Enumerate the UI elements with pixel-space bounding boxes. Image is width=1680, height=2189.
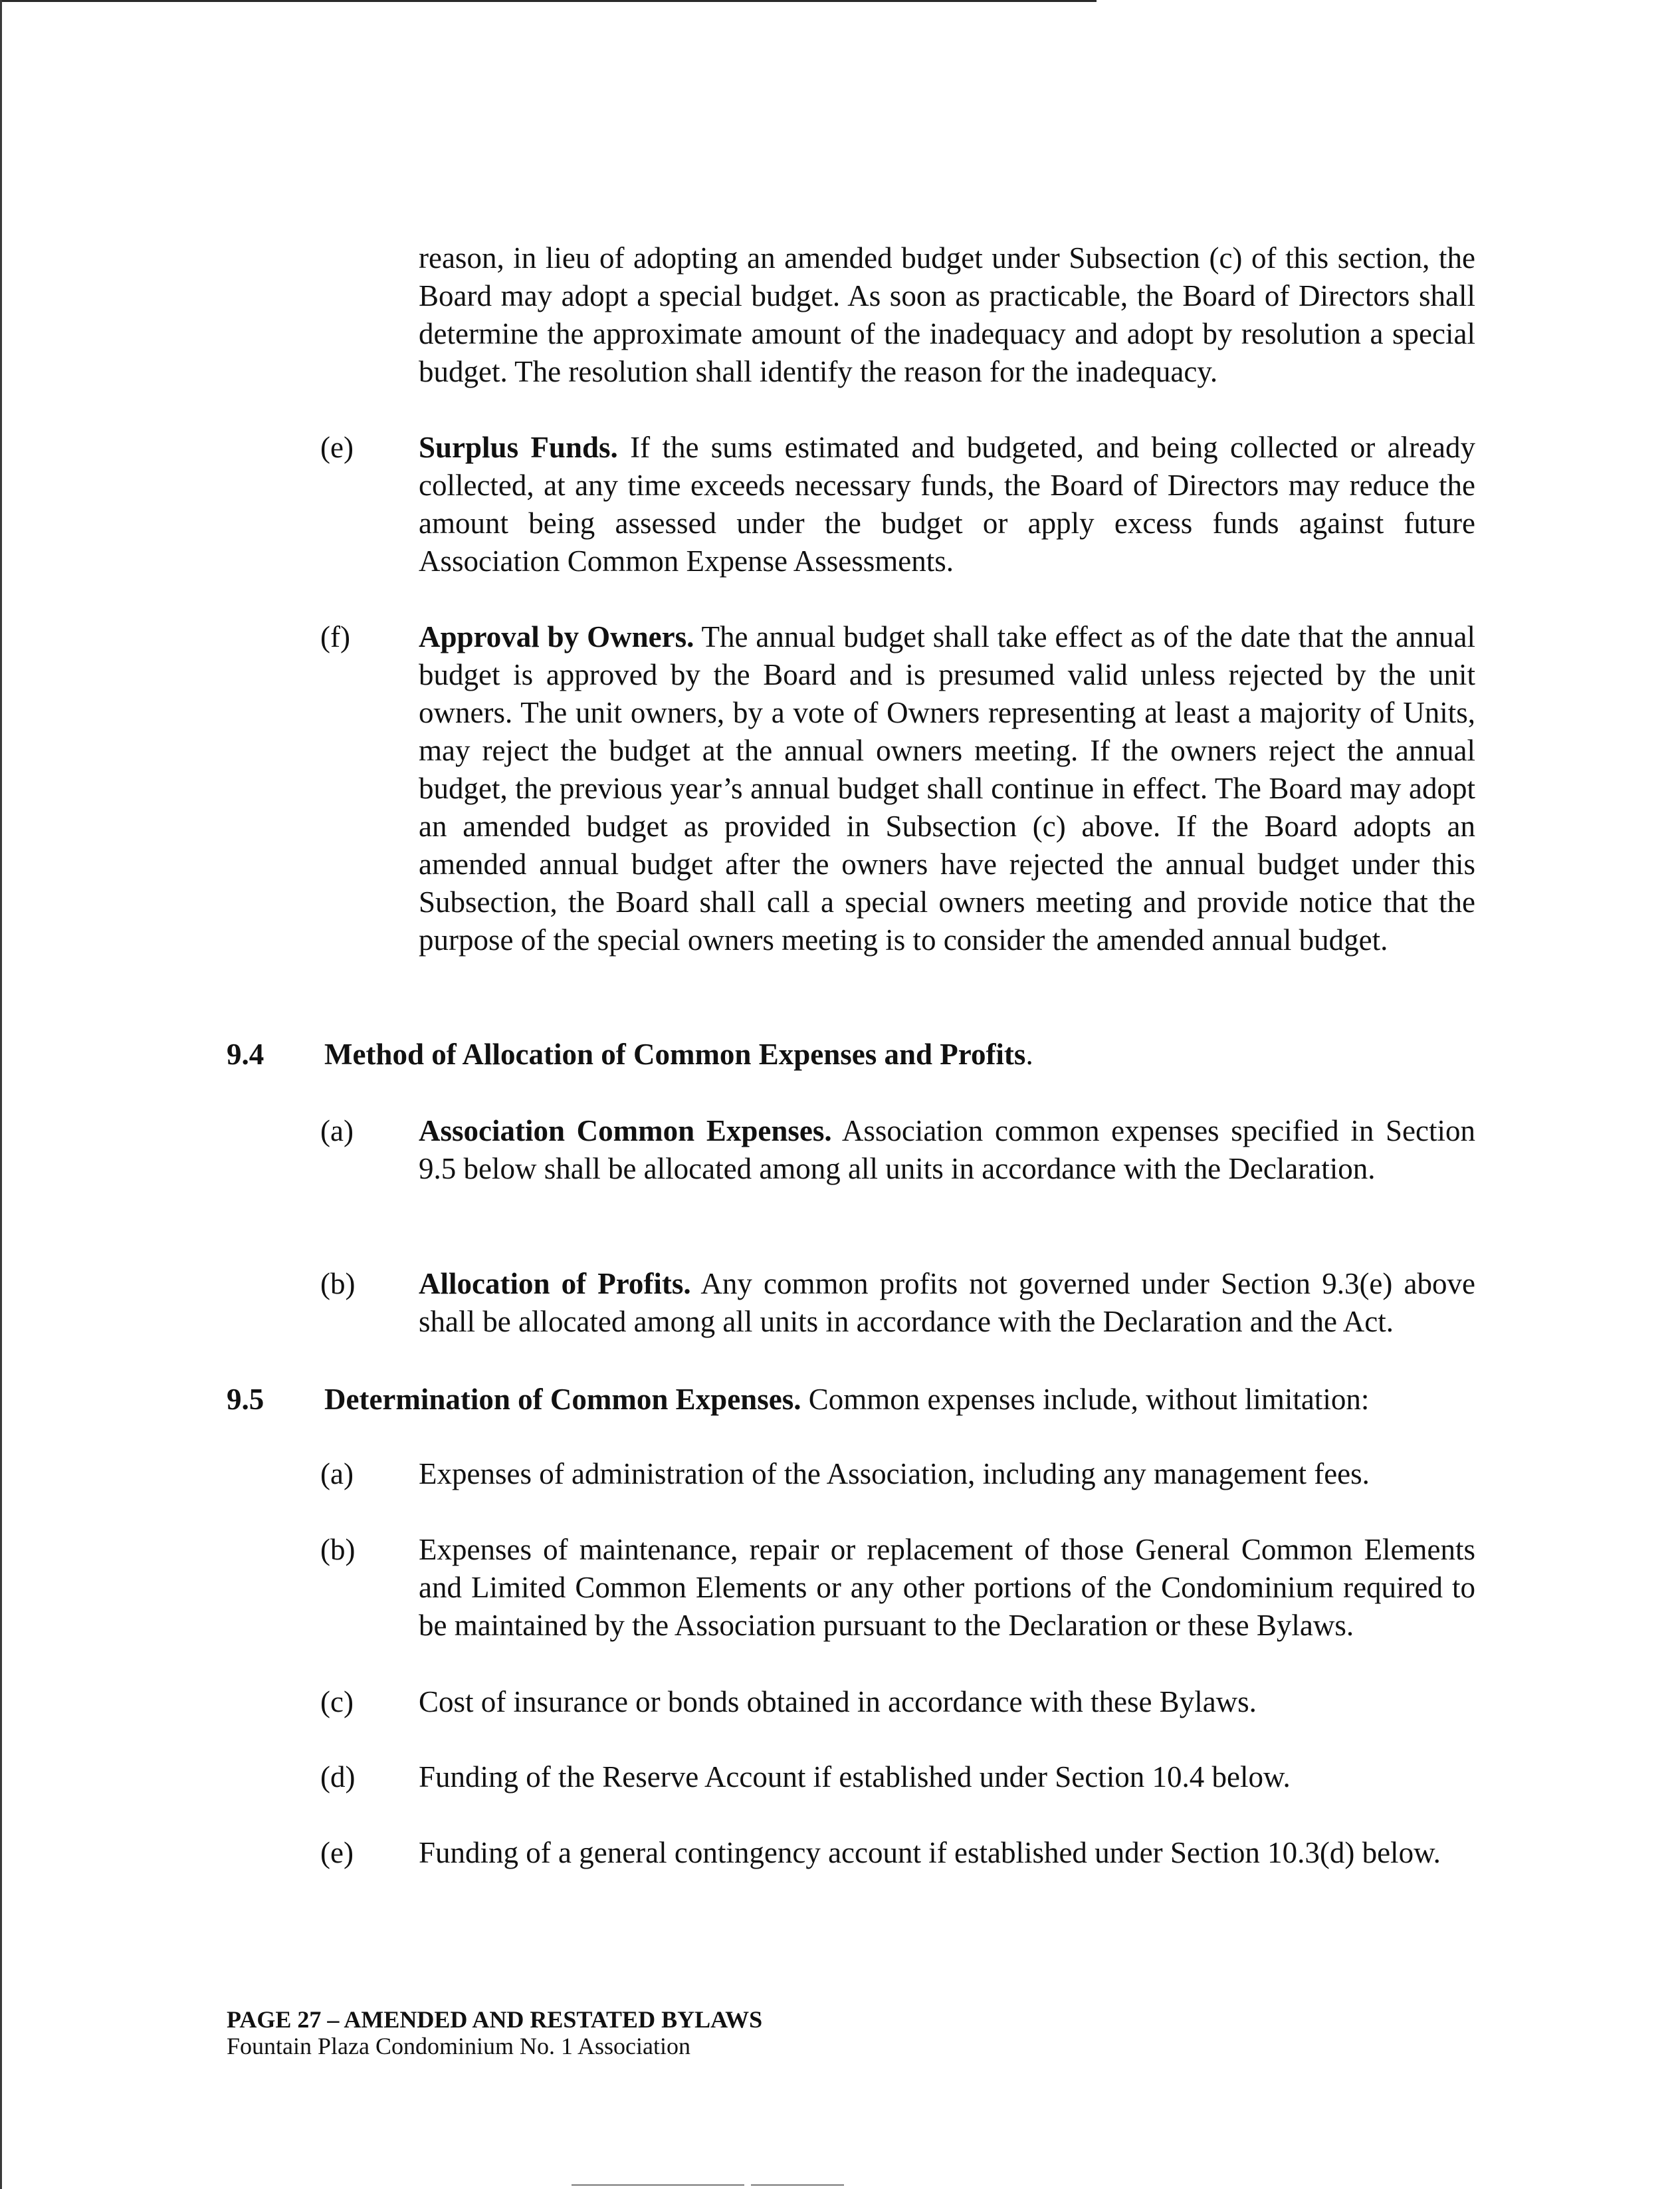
allocation-of-profits-paragraph: Allocation of Profits. Any common profits not governed under Section 9.3(e) above shall be allocated among all units in accordance with the Declaration and the Act. — [419, 1267, 1475, 1338]
item-heading: Association Common Expenses — [419, 1114, 825, 1147]
list-item — [419, 1758, 1475, 1796]
section-heading: Method of Allocation of Common Expenses and Profits. — [324, 1038, 1033, 1071]
item-text: Cost of insurance or bonds obtained in accordance with these Bylaws. — [419, 1685, 1257, 1718]
scan-top-edge — [0, 0, 1097, 2]
association-common-expenses-paragraph: Association Common Expenses. Association common expenses specified in Section 9.5 below shall be allocated among all units in accordance with the Declaration. — [419, 1114, 1475, 1185]
item-marker: (e) — [320, 1836, 354, 1869]
continuation-text: reason, in lieu of adopting an amended budget under Subsection (c) of this section, the Board may adopt a special budget. As soon as practicable, the Board of Directors shall determine the approximate amount of the inadequacy and adopt by resolution a special budget. The resolution shall identify the reason for the inadequacy. — [419, 241, 1475, 388]
scan-bottom-mark — [751, 2184, 844, 2186]
item-marker: (d) — [320, 1760, 356, 1793]
footer-subtitle: Fountain Plaza Condominium No. 1 Association — [227, 2033, 690, 2059]
item-text: Association common expenses specified in Section 9.5 below shall be allocated among all units in accordance with the Declaration. — [419, 1114, 1475, 1185]
continuation-paragraph — [419, 239, 1475, 391]
item-text: Expenses of administration of the Association, including any management fees. — [419, 1457, 1370, 1490]
approval-by-owners-paragraph: Approval by Owners. The annual budget shall take effect as of the date that the annual budget is approved by the Board and is presumed valid unless rejected by the unit owners. The unit owners, by a vote of Owners representing at least a majority of Units, may reject the budget at the annual owners meeting. If the owners reject the annual budget, the previous year’s annual budget shall continue in effect. The Board may adopt an amended budget as provided in Subsection (c) above. If the Board adopts an amended annual budget after the owners have rejected the annual budget under this Subsection, the Board shall call a special owners meeting and provide notice that the purpose of the special owners meeting is to consider the amended annual budget. — [419, 620, 1476, 957]
item-marker: (a) — [320, 1457, 354, 1490]
section-title: Method of Allocation of Common Expenses and Profits — [324, 1038, 1026, 1071]
item-marker: (b) — [320, 1533, 356, 1566]
item-heading: Allocation of Profits — [419, 1267, 684, 1300]
scan-left-edge — [0, 0, 2, 2189]
item-marker: (b) — [320, 1267, 356, 1300]
item-heading: Surplus Funds — [419, 431, 611, 464]
item-heading: Approval by Owners — [419, 620, 687, 653]
item-marker: (f) — [320, 620, 350, 653]
item-marker: (e) — [320, 431, 354, 464]
section-number: 9.5 — [227, 1383, 264, 1416]
list-item — [419, 1683, 1475, 1721]
item-marker: (a) — [320, 1114, 354, 1147]
surplus-funds-paragraph: Surplus Funds. If the sums estimated and budgeted, and being collected or already collected, at any time exceeds necessary funds, the Board of Directors may reduce the amount being assessed under the budget or apply excess funds against future Association Common Expense Assessments. — [419, 431, 1475, 578]
list-item — [419, 1834, 1475, 1872]
item-text: Expenses of maintenance, repair or replacement of those General Common Elements and Limited Common Elements or any other portions of the Condominium required to be maintained by the Association pursuant to the Declaration or these Bylaws. — [419, 1533, 1475, 1642]
item-text: If the sums estimated and budgeted, and being collected or already collected, at any time exceeds necessary funds, the Board of Directors may reduce the amount being assessed under the budget or apply excess funds against future Association Common Expense Assessments. — [419, 431, 1475, 578]
item-text: Funding of a general contingency account if established under Section 10.3(d) below. — [419, 1836, 1441, 1869]
section-intro: Common expenses include, without limitation: — [808, 1383, 1370, 1416]
item-text: The annual budget shall take effect as of the date that the annual budget is approved by the Board and is presumed valid unless rejected by the unit owners. The unit owners, by a vote of Owners representing at least a majority of Units, may reject the budget at the annual owners meeting. If the owners reject the annual budget, the previous year’s annual budget shall continue in effect. The Board may adopt an amended budget as provided in Subsection (c) above. If the Board adopts an amended annual budget after the owners have rejected the annual budget under this Subsection, the Board shall call a special owners meeting and provide notice that the purpose of the special owners meeting is to consider the amended annual budget. — [419, 620, 1476, 957]
item-text: Any common profits not governed under Section 9.3(e) above shall be allocated among all units in accordance with the Declaration and the Act. — [419, 1267, 1475, 1338]
section-heading: Determination of Common Expenses. Common expenses include, without limitation: — [324, 1383, 1370, 1416]
item-text: Funding of the Reserve Account if established under Section 10.4 below. — [419, 1760, 1291, 1793]
scan-bottom-mark — [572, 2184, 744, 2186]
footer-title: PAGE 27 – AMENDED AND RESTATED BYLAWS — [227, 2006, 763, 2033]
section-title: Determination of Common Expenses — [324, 1383, 794, 1416]
list-item — [419, 1531, 1475, 1645]
item-marker: (c) — [320, 1685, 354, 1718]
list-item — [419, 1455, 1475, 1493]
section-number: 9.4 — [227, 1038, 264, 1071]
